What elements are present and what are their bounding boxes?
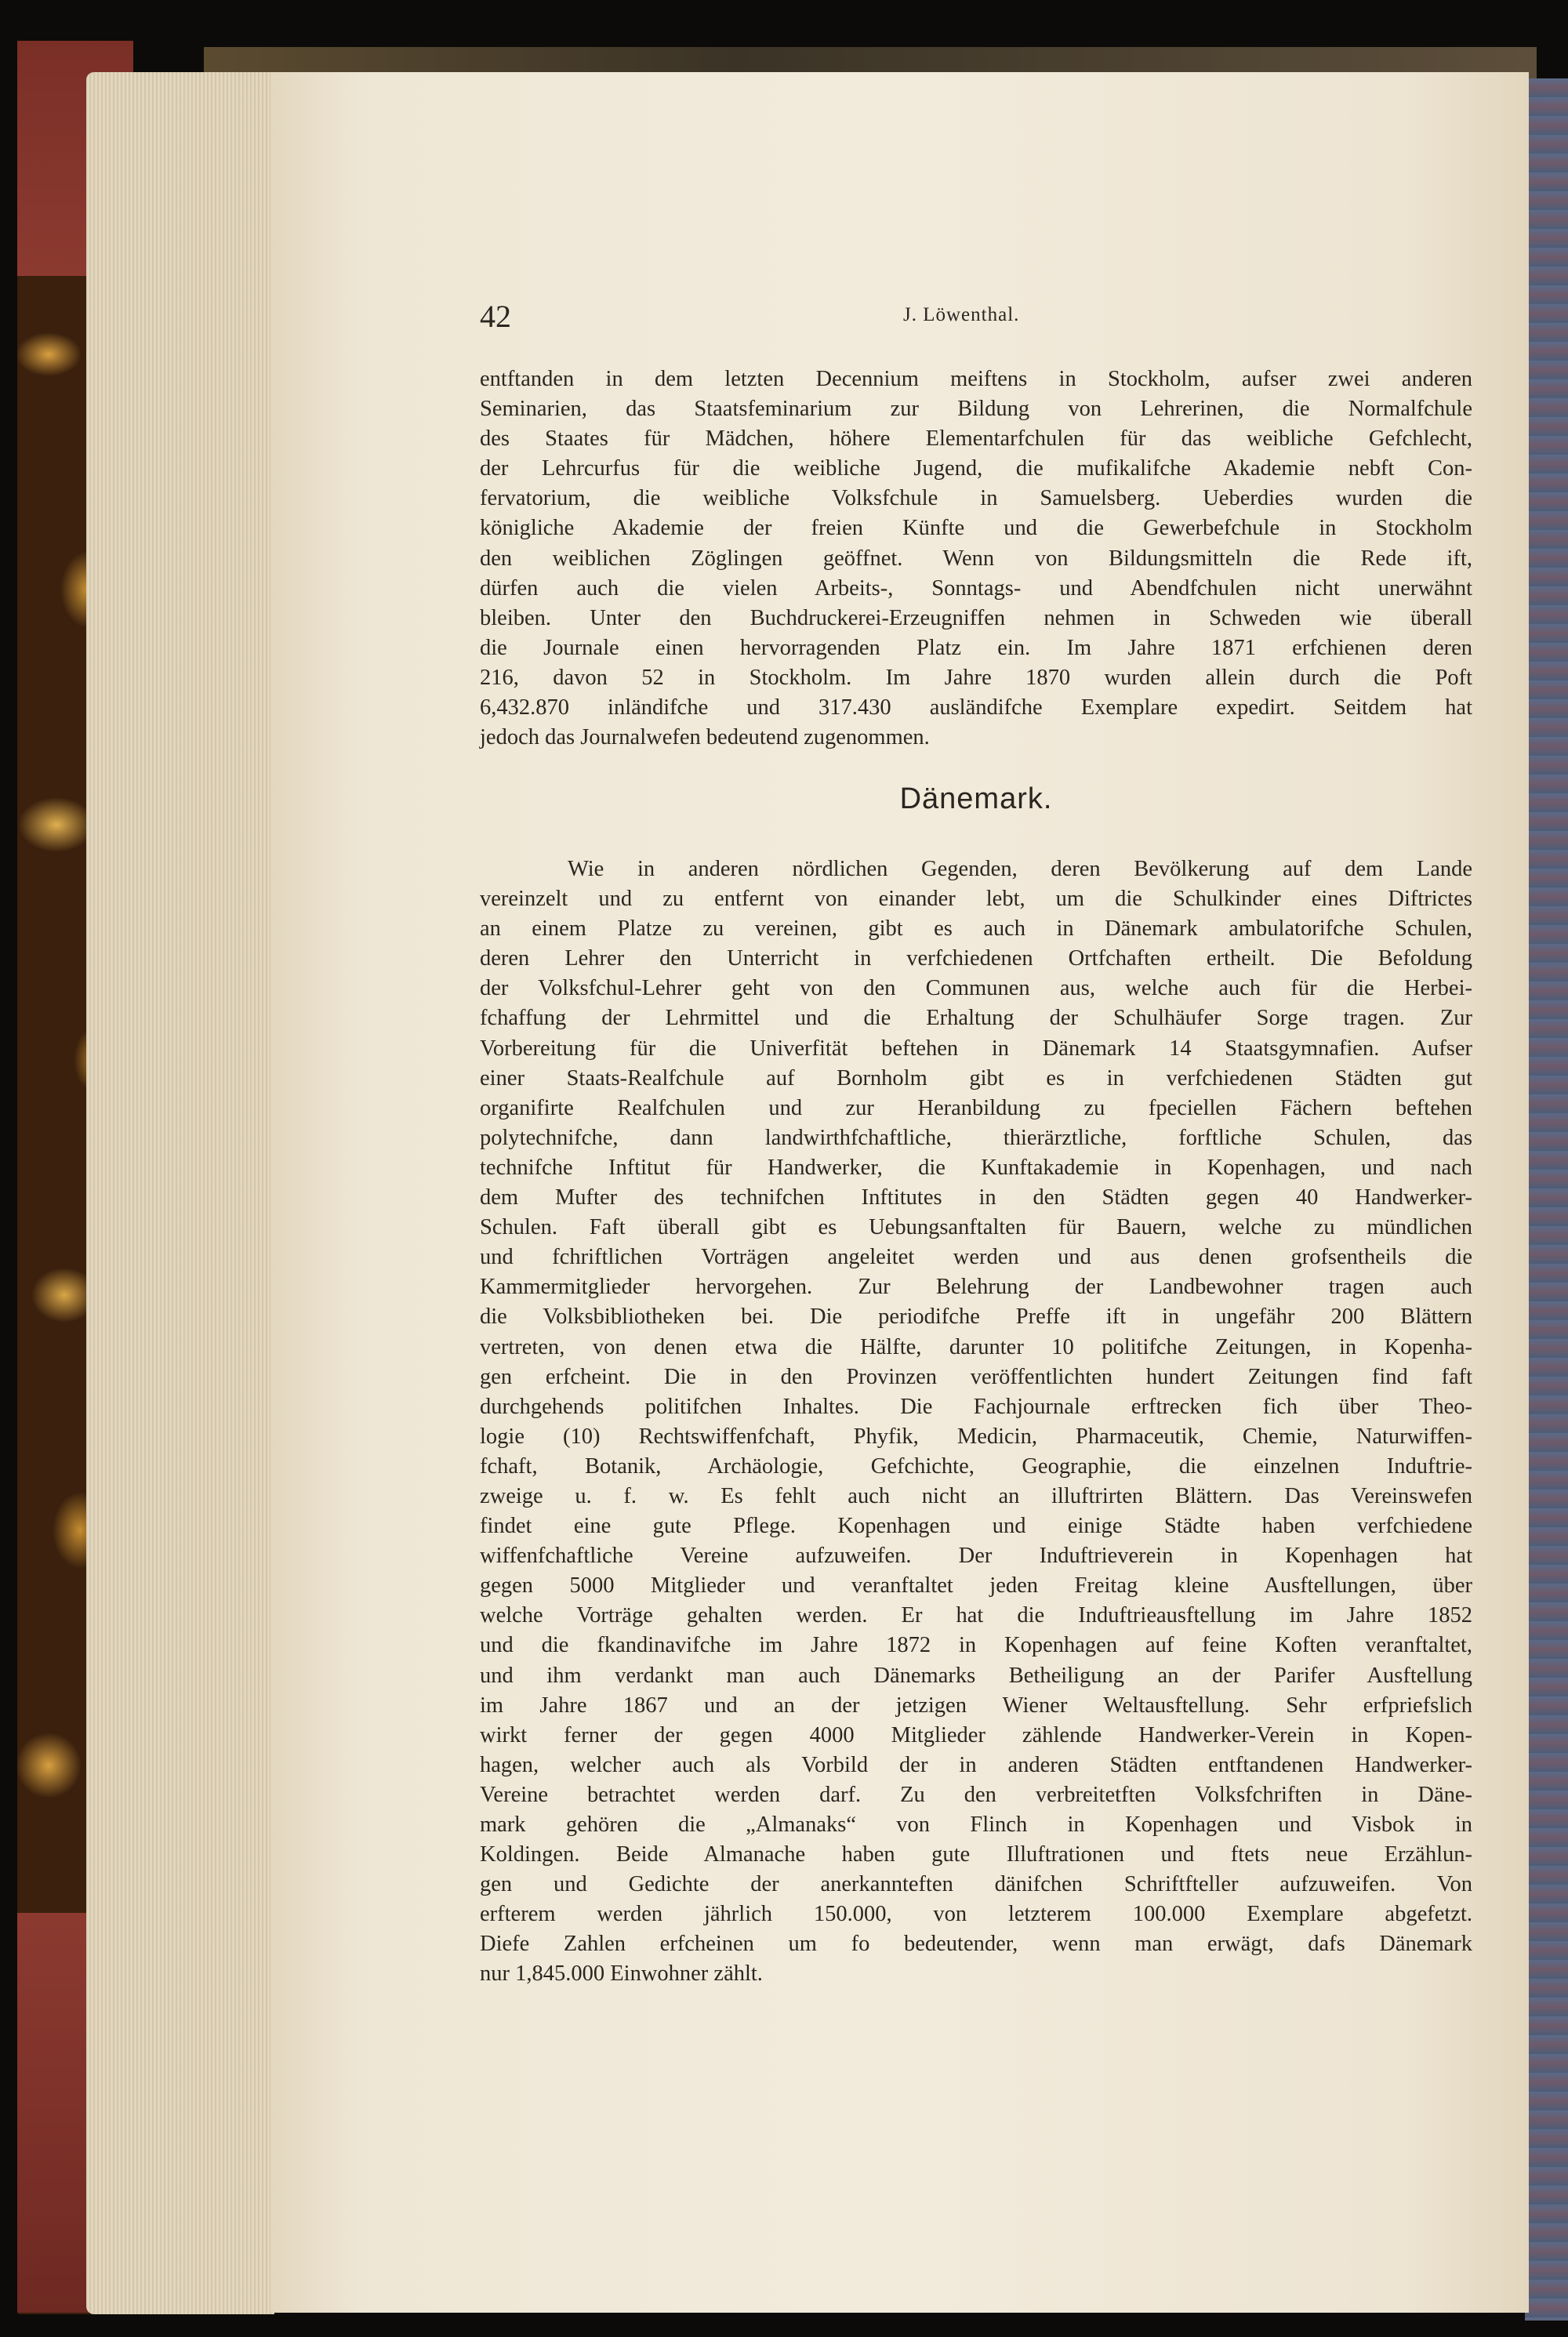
text-line: jedoch das Journalwefen bedeutend zugenommen.	[480, 725, 930, 750]
text-line: die Volksbibliotheken bei. Die periodifche Preffe ift in ungefähr 200 Blättern	[480, 1305, 1472, 1330]
book-cover-right	[1525, 78, 1568, 2321]
text-line: Wie in anderen nördlichen Gegenden, deren Bevölkerung auf dem Lande	[568, 857, 1472, 881]
running-head: J. Löwenthal.	[903, 304, 1020, 325]
paragraph-denmark	[480, 855, 1472, 1990]
text-line: polytechnifche, dann landwirthfchaftliche, thierärztliche, forftliche Schulen, das	[480, 1125, 1472, 1150]
text-line: die Journale einen hervorragenden Platz ein. Im Jahre 1871 erfchienen deren	[480, 635, 1472, 660]
text-line: einer Staats-Realfchule auf Bornholm gibt es in verfchiedenen Städten gut	[480, 1065, 1472, 1090]
text-line: dem Mufter des technifchen Inftitutes in den Städten gegen 40 Handwerker-	[480, 1185, 1472, 1210]
text-line: logie (10) Rechtswiffenfchaft, Phyfik, Medicin, Pharmaceutik, Chemie, Naturwiffen-	[480, 1424, 1472, 1449]
text-line: Schulen. Faft überall gibt es Uebungsanftalten für Bauern, welche zu mündlichen	[480, 1215, 1472, 1240]
text-line: den weiblichen Zöglingen geöffnet. Wenn von Bildungsmitteln die Rede ift,	[480, 546, 1472, 571]
text-line: und ihm verdankt man auch Dänemarks Betheiligung an der Parifer Ausftellung	[480, 1663, 1472, 1688]
text-line: Koldingen. Beide Almanache haben gute Illuftrationen und ftets neue Erzählun-	[480, 1842, 1472, 1867]
text-line: durchgehends politifchen Inhaltes. Die Fachjournale erftrecken fich über Theo-	[480, 1394, 1472, 1419]
text-line: bleiben. Unter den Buchdruckerei-Erzeugniffen nehmen in Schweden wie überall	[480, 605, 1472, 630]
text-line: 6,432.870 inländifche und 317.430 ausländifche Exemplare expedirt. Seitdem hat	[480, 695, 1472, 720]
page-header	[480, 298, 1472, 337]
text-line: des Staates für Mädchen, höhere Elementarfchulen für das weibliche Gefchlecht,	[480, 426, 1472, 452]
text-line: gegen 5000 Mitglieder und veranftaltet jeden Freitag kleine Ausftellungen, über	[480, 1573, 1472, 1599]
text-line: dürfen auch die vielen Arbeits-, Sonntags- und Abendfchulen nicht unerwähnt	[480, 575, 1472, 601]
text-line: Vorbereitung für die Univerfität beftehen in Dänemark 14 Staatsgymnafien. Aufser	[480, 1036, 1472, 1061]
text-line: technifche Inftitut für Handwerker, die Kunftakademie in Kopenhagen, und nach	[480, 1155, 1472, 1180]
page-number: 42	[480, 299, 511, 334]
text-line: nur 1,845.000 Einwohner zählt.	[480, 1961, 763, 1987]
text-line: fervatorium, die weibliche Volksfchule in Samuelsberg. Ueberdies wurden die	[480, 486, 1472, 511]
text-line: Vereine betrachtet werden darf. Zu den verbreitetften Volksfchriften in Däne-	[480, 1782, 1472, 1807]
text-line: fchaft, Botanik, Archäologie, Gefchichte, Geographie, die einzelnen Induftrie-	[480, 1453, 1472, 1479]
text-line: an einem Platze zu vereinen, gibt es auch in Dänemark ambulatorifche Schulen,	[480, 916, 1472, 942]
text-line: und die fkandinavifche im Jahre 1872 in Kopenhagen auf feine Koften veranftaltet,	[480, 1633, 1472, 1658]
text-line: findet eine gute Pflege. Kopenhagen und einige Städte haben verfchiedene	[480, 1514, 1472, 1539]
text-line: zweige u. f. w. Es fehlt auch nicht an illuftrirten Blättern. Das Vereinswefen	[480, 1483, 1472, 1508]
text-line: hagen, welcher auch als Vorbild der in anderen Städten entftandenen Handwerker-	[480, 1752, 1472, 1777]
text-line: Kammermitglieder hervorgehen. Zur Belehrung der Landbewohner tragen auch	[480, 1275, 1472, 1300]
text-line: wirkt ferner der gegen 4000 Mitglieder zählende Handwerker-Verein in Kopen-	[480, 1722, 1472, 1747]
text-line: 216, davon 52 in Stockholm. Im Jahre 1870 wurden allein durch die Poft	[480, 665, 1472, 690]
text-line: vereinzelt und zu entfernt von einander lebt, um die Schulkinder eines Diftrictes	[480, 887, 1472, 912]
text-line: Seminarien, das Staatsfeminarium zur Bildung von Lehrerinen, die Normalfchule	[480, 397, 1472, 422]
text-line: wiffenfchaftliche Vereine aufzuweifen. Der Induftrieverein in Kopenhagen hat	[480, 1544, 1472, 1569]
text-line: im Jahre 1867 und an der jetzigen Wiener Weltausftellung. Sehr erfpriefslich	[480, 1693, 1472, 1718]
text-line: entftanden in dem letzten Decennium meiftens in Stockholm, aufser zwei anderen	[480, 367, 1472, 391]
text-line: der Lehrcurfus für die weibliche Jugend, die mufikalifche Akademie nebft Con-	[480, 456, 1472, 481]
paragraph-sweden	[480, 365, 1472, 753]
text-line: welche Vorträge gehalten werden. Er hat die Induftrieausftellung im Jahre 1852	[480, 1603, 1472, 1628]
page-block-edges	[86, 72, 274, 2314]
text-line: fchaffung der Lehrmittel und die Erhaltung der Schulhäufer Sorge tragen. Zur	[480, 1006, 1472, 1031]
text-line: organifirte Realfchulen und zur Heranbildung zu fpeciellen Fächern beftehen	[480, 1095, 1472, 1120]
text-line: vertreten, von denen etwa die Hälfte, darunter 10 politifche Zeitungen, in Kopenha-	[480, 1334, 1472, 1359]
text-line: erfterem werden jährlich 150.000, von letzterem 100.000 Exemplare abgefetzt.	[480, 1902, 1472, 1927]
text-line: deren Lehrer den Unterricht in verfchiedenen Ortfchaften ertheilt. Die Befoldung	[480, 946, 1472, 971]
text-line: königliche Akademie der freien Künfte und die Gewerbefchule in Stockholm	[480, 516, 1472, 541]
text-line: gen und Gedichte der anerkannteften dänifchen Schriftfteller aufzuweifen. Von	[480, 1872, 1472, 1897]
text-line: mark gehören die „Almanaks“ von Flinch in Kopenhagen und Visbok in	[480, 1813, 1472, 1837]
text-line: Diefe Zahlen erfcheinen um fo bedeutender, wenn man erwägt, dafs Dänemark	[480, 1932, 1472, 1957]
text-line: und fchriftlichen Vorträgen angeleitet werden und aus denen grofsentheils die	[480, 1245, 1472, 1270]
text-line: der Volksfchul-Lehrer geht von den Communen aus, welche auch für die Herbei-	[480, 976, 1472, 1001]
text-line: gen erfcheint. Die in den Provinzen veröffentlichten hundert Zeitungen find faft	[480, 1364, 1472, 1389]
section-heading: Dänemark.	[899, 782, 1053, 815]
